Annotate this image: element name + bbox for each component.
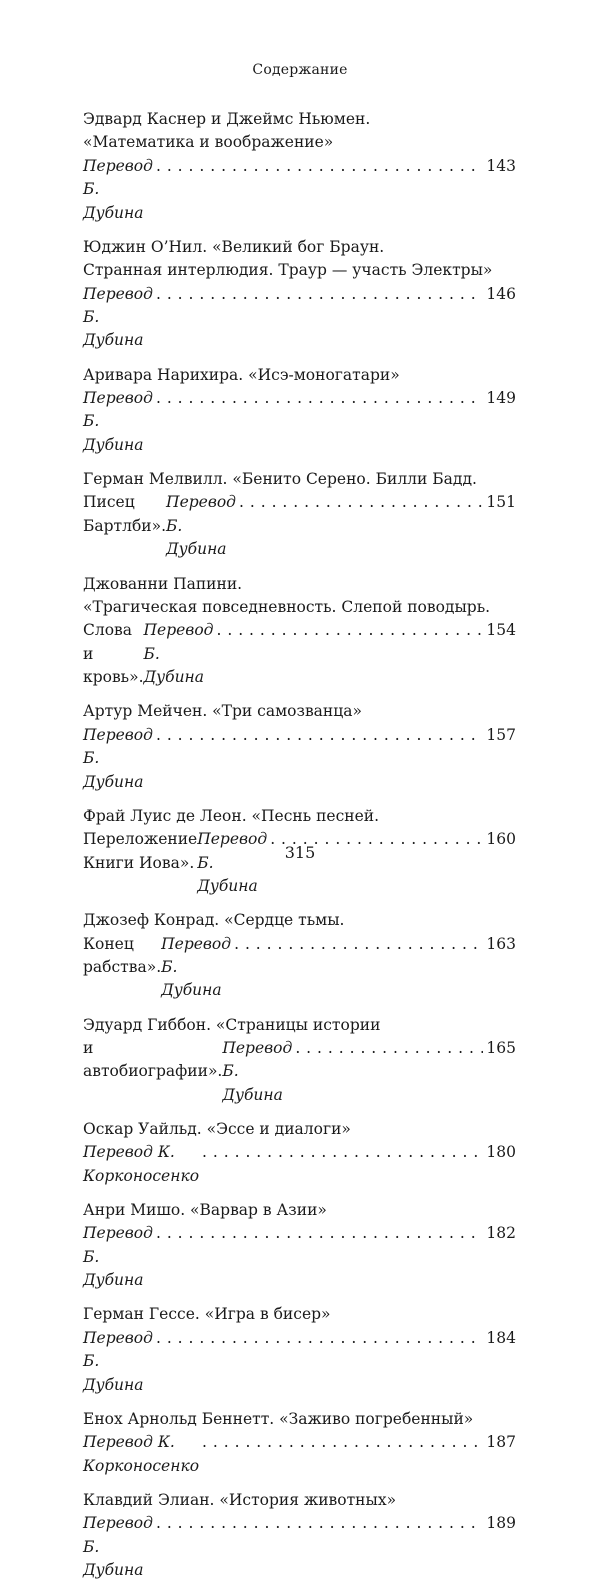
toc-entry-translator: Перевод Б. Дубина	[222, 1039, 293, 1104]
toc-entry-title-line: Аривара Нарихира. «Исэ-моногатари»	[83, 365, 400, 384]
toc-entry-reference-line	[83, 1512, 516, 1582]
toc-entry-page-number: 180	[486, 1143, 516, 1162]
toc-entry-translator: Перевод Б. Дубина	[197, 830, 268, 895]
toc-entry-title-tail: Конец рабства».	[83, 934, 162, 976]
toc-entry-title-line: Енох Арнольд Беннетт. «Заживо погребенный»	[83, 1409, 474, 1428]
toc-entry-reference-line	[83, 1037, 516, 1107]
toc-entry-title-line: Джованни Папини.	[83, 574, 243, 593]
toc-entry-reference-line	[83, 387, 516, 457]
toc-entry-translator: Перевод Б. Дубина	[161, 934, 232, 1000]
toc-entry	[83, 700, 516, 794]
toc-entry-title-tail: Слова и кровь».	[83, 621, 144, 687]
toc-entry-title-line: Джозеф Конрад. «Сердце тьмы.	[83, 911, 345, 930]
dot-leader	[156, 1327, 483, 1350]
toc-entry-reference-line	[83, 283, 516, 353]
toc-entry-page-number: 165	[486, 1039, 516, 1057]
toc-entry-translator: Перевод Б. Дубина	[83, 1224, 153, 1290]
toc-entry-translator: Перевод Б. Дубина	[83, 1328, 153, 1394]
toc-entry-title-line: Клавдий Элиан. «История животных»	[83, 1490, 397, 1509]
toc-entry-translator: Перевод Б. Дубина	[83, 284, 153, 350]
toc-entry	[83, 1118, 516, 1188]
toc-entry-title-line: Герман Гессе. «Игра в бисер»	[83, 1305, 331, 1324]
dot-leader	[156, 1222, 483, 1245]
toc-entry	[83, 1408, 516, 1478]
toc-entry-translator: Перевод К. Корконосенко	[83, 1143, 200, 1185]
toc-entry-title-line: Эдуард Гиббон. «Страницы истории	[83, 1015, 381, 1034]
toc-entry-translator: Перевод Б. Дубина	[83, 389, 153, 454]
toc-entry-page-number: 189	[486, 1514, 516, 1533]
toc-entry-page-number: 182	[486, 1224, 516, 1243]
toc-entry-reference-line	[83, 828, 516, 898]
dot-leader	[156, 155, 483, 178]
toc-entry	[83, 1489, 516, 1583]
toc-entry-title-line: Анри Мишо. «Варвар в Азии»	[83, 1201, 327, 1220]
toc-entry-page-number: 187	[486, 1433, 516, 1452]
toc-entry-reference-line	[83, 1327, 516, 1397]
toc-entry-page-number: 154	[486, 621, 516, 640]
toc-entry	[83, 909, 516, 1003]
dot-leader	[202, 1431, 483, 1454]
dot-leader	[234, 933, 483, 956]
toc-entry-page-number: 163	[486, 934, 516, 953]
toc-entry	[83, 1014, 516, 1108]
toc-entry-translator: Перевод К. Корконосенко	[83, 1433, 200, 1475]
toc-entry	[83, 573, 516, 690]
dot-leader	[295, 1037, 483, 1060]
dot-leader	[156, 283, 483, 306]
toc-entry-title-line: Странная интерлюдия. Траур — участь Электры»	[83, 261, 493, 280]
toc-entry-reference-line	[83, 619, 516, 689]
toc-entry-page-number: 184	[486, 1328, 516, 1347]
toc-entry-reference-line	[83, 1222, 516, 1292]
dot-leader	[202, 1141, 483, 1164]
toc-entry-page-number: 157	[486, 725, 516, 744]
toc-entry-page-number: 143	[486, 156, 516, 175]
dot-leader	[216, 619, 483, 642]
toc-entry-title-tail: Писец Бартлби».	[83, 493, 167, 535]
toc-entry-page-number: 149	[486, 389, 516, 408]
dot-leader	[239, 491, 483, 514]
toc-entry-reference-line	[83, 491, 516, 561]
toc-entry-reference-line	[83, 933, 516, 1003]
dot-leader	[156, 724, 483, 747]
toc-entry-title-line: Артур Мейчен. «Три самозванца»	[83, 702, 362, 721]
toc-entry-page-number: 160	[486, 830, 516, 849]
toc-entry	[83, 364, 516, 458]
toc-entry-title-line: «Трагическая повседневность. Слепой поводырь.	[83, 597, 491, 616]
dot-leader	[156, 1512, 483, 1535]
toc-entry-translator: Перевод Б. Дубина	[83, 725, 153, 791]
toc-entry-reference-line	[83, 1431, 516, 1478]
toc-entry	[83, 108, 516, 225]
toc-entry	[83, 1303, 516, 1397]
toc-entry-title-line: «Математика и воображение»	[83, 133, 334, 152]
toc-entry	[83, 1199, 516, 1293]
toc-entry-reference-line	[83, 155, 516, 225]
toc-entry-page-number: 151	[486, 493, 516, 512]
toc-entry-reference-line	[83, 724, 516, 794]
toc-entry-title-line: Герман Мелвилл. «Бенито Серено. Билли Бадд.	[83, 470, 477, 489]
toc-entry	[83, 468, 516, 562]
page-header: Содержание	[252, 62, 348, 78]
page-number: 315	[284, 843, 316, 862]
toc-entry-translator: Перевод Б. Дубина	[83, 1514, 153, 1580]
toc-entry-title-line: Фрай Луис де Леон. «Песнь песней.	[83, 806, 380, 825]
toc-entry-title-tail: Переложение Книги Иова».	[83, 830, 198, 872]
toc-entry-translator: Перевод Б. Дубина	[143, 621, 214, 687]
toc-entry-title-line: Юджин О’Нил. «Великий бог Браун.	[83, 237, 385, 256]
toc-entry-page-number: 146	[486, 284, 516, 303]
toc-entry-title-tail: и автобиографии».	[83, 1039, 223, 1081]
toc-entry-title-line: Оскар Уайльд. «Эссе и диалоги»	[83, 1120, 351, 1139]
toc-entry-title-line: Эдвард Каснер и Джеймс Ньюмен.	[83, 110, 371, 128]
toc-entry-translator: Перевод Б. Дубина	[83, 156, 153, 222]
toc-entry	[83, 236, 516, 353]
toc-entry-reference-line	[83, 1141, 516, 1188]
dot-leader	[156, 387, 483, 410]
toc-entry-translator: Перевод Б. Дубина	[166, 493, 237, 559]
